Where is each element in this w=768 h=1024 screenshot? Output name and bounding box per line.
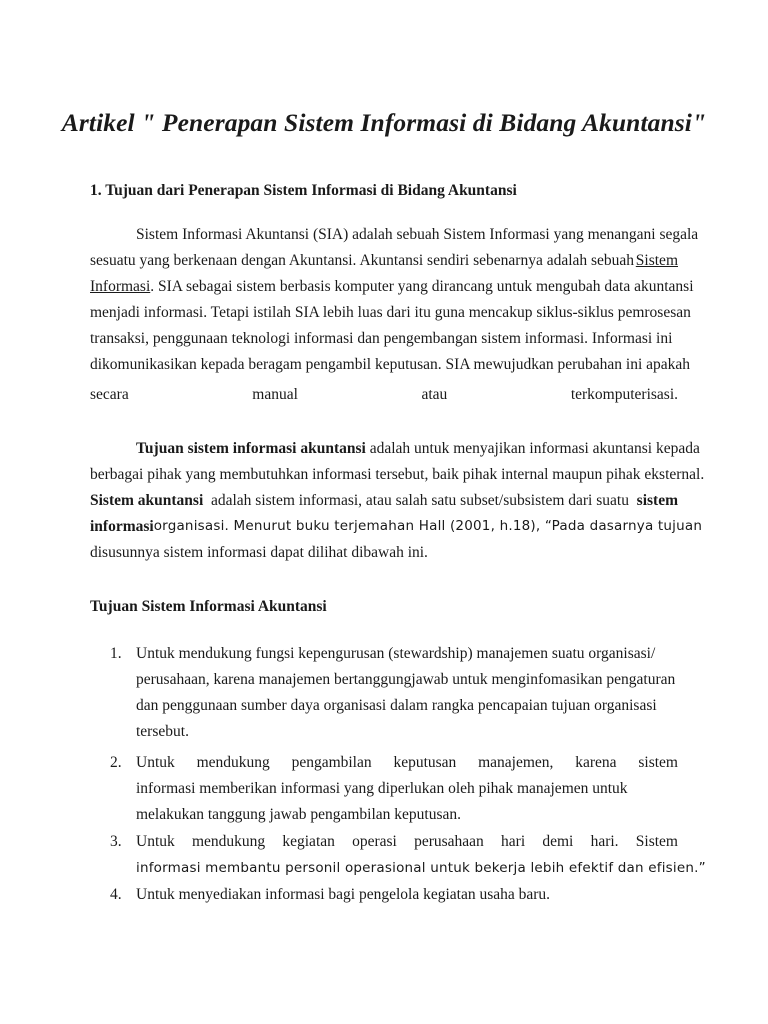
list-item-line: informasi memberikan informasi yang diperlukan oleh pihak manajemen untuk — [136, 780, 628, 797]
text-run: adalah sistem informasi, atau salah satu subset/subsistem dari suatu — [210, 492, 629, 509]
bold-term: Sistem akuntansi — [90, 492, 204, 509]
word: perusahaan — [414, 833, 484, 850]
word: demi — [542, 833, 574, 850]
list-item-line: perusahaan, karena manajemen bertanggungjawab untuk menginfomasikan pengaturan — [136, 671, 676, 688]
paragraph-line: disusunnya sistem informasi dapat dilihat dibawah ini. — [90, 544, 428, 561]
word: keputusan — [393, 754, 457, 771]
bold-term: informasi — [90, 518, 154, 535]
link-sistem-informasi[interactable]: Sistem — [635, 252, 678, 269]
text-run: terkomputerisasi. — [570, 386, 678, 403]
word: karena — [575, 754, 617, 771]
text-run: . SIA sebagai sistem berbasis komputer yang dirancang untuk mengubah data akuntansi — [150, 278, 694, 295]
text-run: organisasi. Menurut buku terjemahan Hall (2001, h.18), “Pada dasarnya tujuan — [153, 518, 703, 534]
list-number: 2. — [110, 754, 122, 771]
word: kegiatan — [282, 833, 335, 850]
text-run: sesuatu yang berkenaan dengan Akuntansi. Akuntansi sendiri sebenarnya adalah sebuah — [90, 252, 635, 269]
paragraph-line-justified — [90, 386, 678, 404]
paragraph-line — [136, 440, 700, 458]
word: operasi — [352, 833, 397, 850]
list-item-line — [136, 645, 678, 663]
paragraph-line — [90, 492, 678, 510]
list-item-line-justified — [136, 754, 678, 772]
list-item-line: dan penggunaan sumber daya organisasi dalam rangka pencapaian tujuan organisasi — [136, 697, 657, 714]
paragraph-line — [90, 518, 703, 536]
paragraph-line: menjadi informasi. Tetapi istilah SIA lebih luas dari itu guna mencakup siklus-siklus pemrosesan — [90, 304, 691, 321]
section-heading-2: Tujuan Sistem Informasi Akuntansi — [90, 598, 327, 615]
word: mendukung — [191, 833, 266, 850]
link-sistem-informasi-cont[interactable]: Informasi — [90, 278, 151, 295]
paragraph-line: Sistem Informasi Akuntansi (SIA) adalah sebuah Sistem Informasi yang menangani segala — [136, 226, 699, 243]
paragraph-line — [90, 252, 678, 270]
text-run: adalah untuk menyajikan informasi akuntansi kepada — [365, 440, 700, 457]
section-heading-1: 1. Tujuan dari Penerapan Sistem Informasi di Bidang Akuntansi — [90, 182, 517, 199]
list-item-line: melakukan tanggung jawab pengambilan keputusan. — [136, 806, 461, 823]
list-number: 4. — [110, 886, 122, 903]
article-title: Artikel " Penerapan Sistem Informasi di Bidang Akuntansi" — [61, 108, 707, 137]
paragraph-line: transaksi, penggunaan teknologi informasi dan pengembangan sistem informasi. Informasi ini — [90, 330, 673, 347]
text-run: Untuk mendukung fungsi kepengurusan (stewardship) manajemen suatu organisasi/ — [136, 645, 656, 662]
word: Untuk — [136, 833, 175, 850]
text-run: atau — [421, 386, 448, 403]
text-run: secara — [90, 386, 129, 403]
paragraph-line: berbagai pihak yang membutuhkan informasi tersebut, baik pihak internal maupun pihak eksternal. — [90, 466, 705, 483]
word: hari. — [590, 833, 619, 850]
paragraph-line: dikomunikasikan kepada beragam pengambil keputusan. SIA mewujudkan perubahan ini apakah — [90, 356, 691, 373]
bold-term: Tujuan sistem informasi akuntansi — [136, 440, 366, 457]
text-run: manual — [252, 386, 298, 403]
paragraph-line — [90, 278, 694, 296]
bold-term: sistem — [636, 492, 678, 509]
list-item-line: informasi membantu personil operasional untuk bekerja lebih efektif dan efisien.” — [136, 860, 706, 876]
word: manajemen, — [478, 754, 554, 771]
word: hari — [501, 833, 526, 850]
word: pengambilan — [291, 754, 372, 771]
word: Untuk — [136, 754, 175, 771]
list-item-line: tersebut. — [136, 723, 189, 740]
word: Sistem — [635, 833, 678, 850]
word: mendukung — [196, 754, 270, 771]
list-number: 3. — [110, 833, 122, 850]
list-item-line: Untuk menyediakan informasi bagi pengelola kegiatan usaha baru. — [136, 886, 551, 903]
list-item-line-justified — [136, 833, 678, 851]
word: sistem — [638, 754, 678, 771]
list-number: 1. — [110, 645, 122, 662]
